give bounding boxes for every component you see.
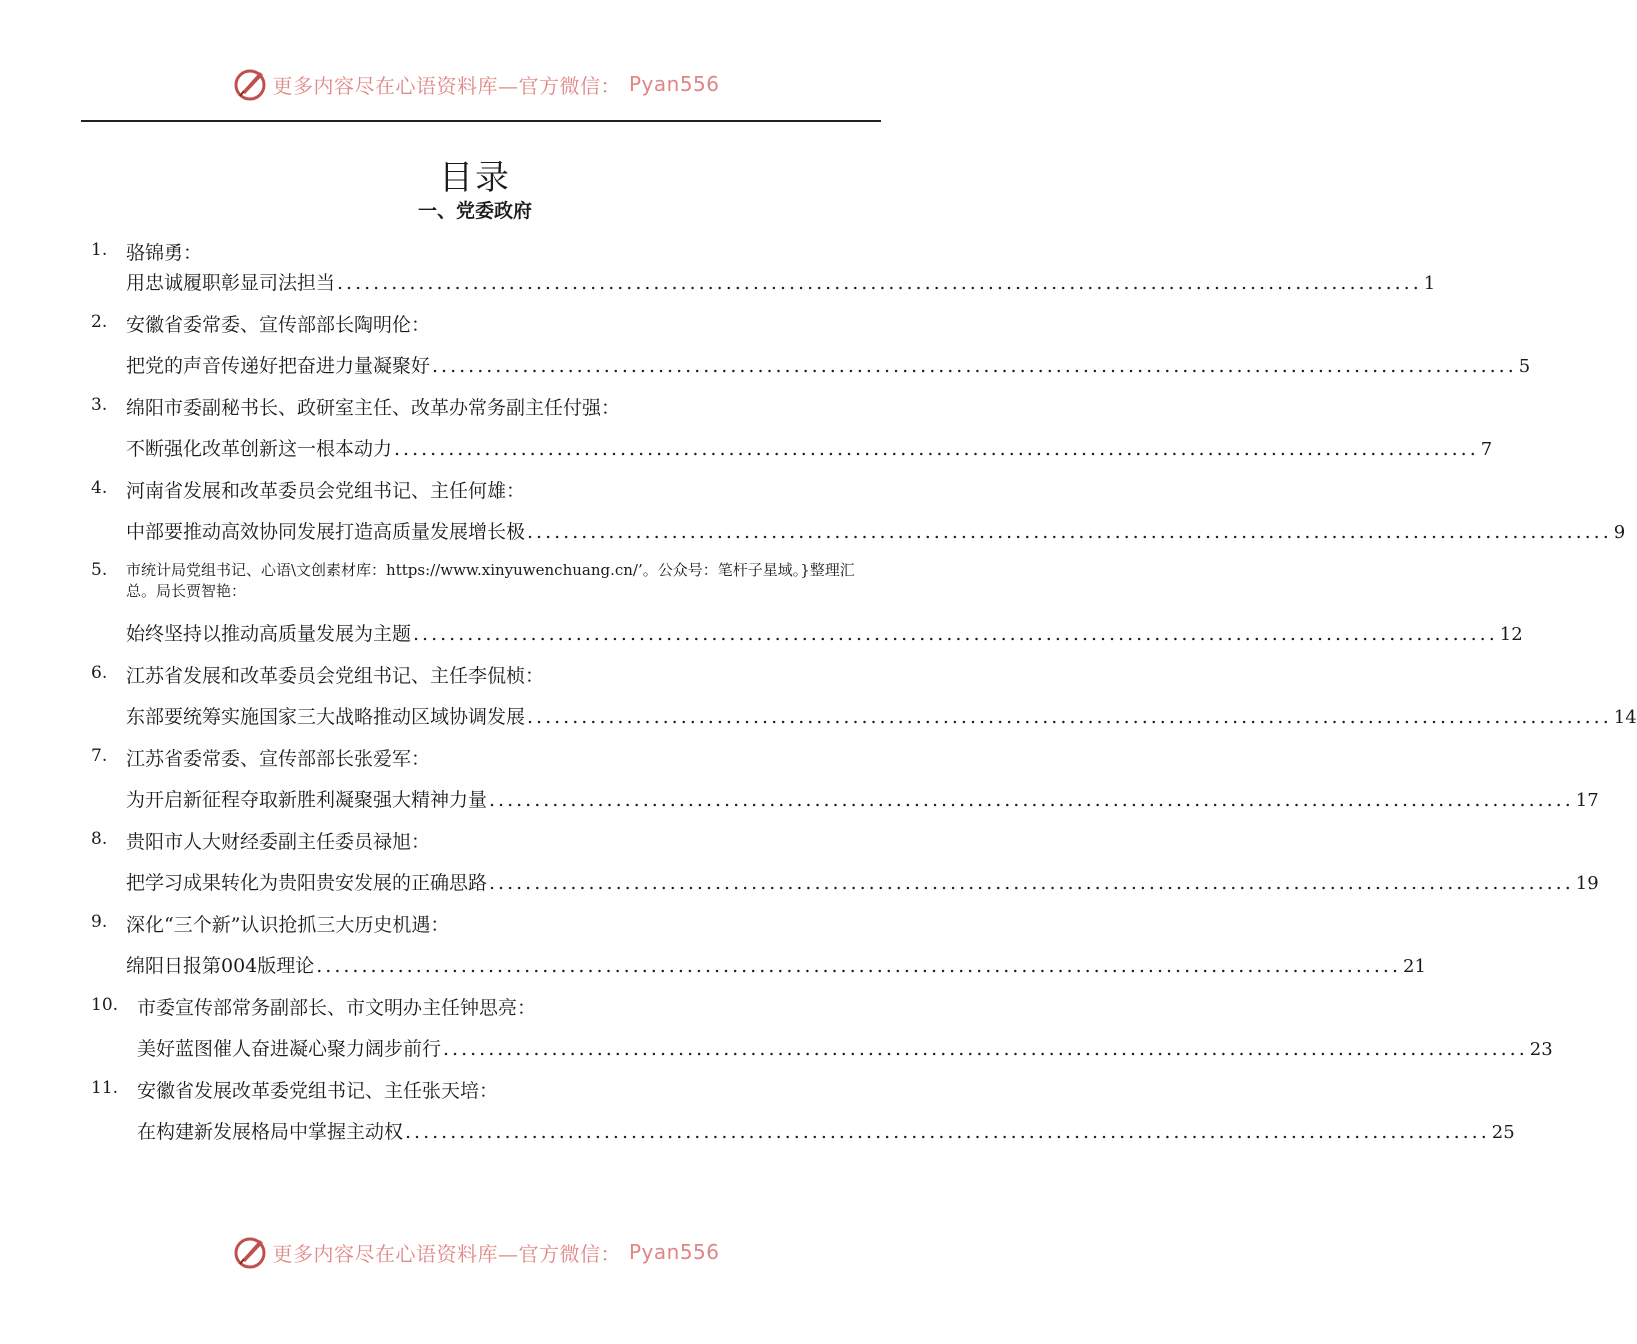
toc-page-number: 9 xyxy=(1613,522,1626,543)
toc-entry-heading: 深化“三个新”认识抢抓三大历史机遇： xyxy=(126,914,450,936)
toc-entry-heading: 安徽省委常委、宣传部部长陶明伦： xyxy=(126,314,431,336)
toc-entry-link[interactable] xyxy=(126,868,1599,895)
toc-leader-dots: ........................................................................................................................ xyxy=(527,706,1612,728)
toc-entry-heading: 江苏省委常委、宣传部部长张爱军： xyxy=(126,748,431,770)
toc-page-number: 7 xyxy=(1480,439,1493,460)
toc-entry-title: 东部要统筹实施国家三大战略推动区域协调发展 xyxy=(126,706,526,728)
toc-entry-number: 6. xyxy=(91,663,108,683)
toc-entry-heading: 市统计局党组书记、心语\文创素材库：https://www.xinyuwenchuang.cn/’。公众号：笔杆子星域。}整理汇总。局长贾智艳： xyxy=(126,561,855,600)
toc-page-number: 12 xyxy=(1499,624,1523,645)
toc-entry-title: 绵阳日报第004版理论 xyxy=(126,955,315,977)
toc-page-number: 5 xyxy=(1518,356,1531,377)
toc-entry-link[interactable] xyxy=(126,351,1531,378)
toc-page-number: 23 xyxy=(1529,1039,1553,1060)
section-heading: 一、党委政府 xyxy=(417,200,532,222)
toc-entry-number: 5. xyxy=(91,560,108,580)
toc-entry-title: 把学习成果转化为贵阳贵安发展的正确思路 xyxy=(126,872,488,894)
toc-entry-number: 1. xyxy=(91,240,108,260)
toc-page-number: 1 xyxy=(1423,273,1436,294)
toc-entry-heading: 江苏省发展和改革委员会党组书记、主任李侃桢： xyxy=(126,665,545,687)
toc-page-number: 19 xyxy=(1575,873,1599,894)
toc-leader-dots: ........................................................................................................................ xyxy=(489,789,1574,811)
toc-entry-heading: 骆锦勇： xyxy=(126,242,203,264)
toc-leader-dots: ........................................................................................................................ xyxy=(527,521,1612,543)
quill-logo-icon xyxy=(230,64,270,104)
toc-entry-number: 7. xyxy=(91,746,108,766)
toc-entry-heading: 市委宣传部常务副部长、市文明办主任钟思亮： xyxy=(137,997,537,1019)
toc-leader-dots: ........................................................................................................................ xyxy=(432,355,1517,377)
watermark-text: 更多内容尽在心语资料库—官方微信： xyxy=(272,73,621,98)
toc-leader-dots: ........................................................................................................................ xyxy=(489,872,1574,894)
toc-page-number: 14 xyxy=(1613,707,1637,728)
toc-leader-dots: ........................................................................................................................ xyxy=(405,1121,1490,1143)
toc-entry-title: 在构建新发展格局中掌握主动权 xyxy=(137,1121,404,1143)
toc-leader-dots: ........................................................................................................................ xyxy=(443,1038,1528,1060)
toc-entry-number: 9. xyxy=(91,912,108,932)
quill-logo-icon xyxy=(230,1232,270,1272)
toc-entry-number: 3. xyxy=(91,395,108,415)
toc-entry-title: 不断强化改革创新这一根本动力 xyxy=(126,438,393,460)
toc-entry-number: 11. xyxy=(91,1078,119,1098)
toc-entry-number: 10. xyxy=(91,995,119,1015)
toc-entry-number: 8. xyxy=(91,829,108,849)
toc-entry-heading: 河南省发展和改革委员会党组书记、主任何雄： xyxy=(126,480,526,502)
toc-page-number: 25 xyxy=(1491,1122,1515,1143)
toc-entry-link[interactable] xyxy=(137,1034,1553,1061)
toc-entry-link[interactable] xyxy=(137,1117,1515,1144)
toc-entry-link[interactable] xyxy=(126,951,1426,978)
toc-leader-dots: ........................................................................................................................ xyxy=(316,955,1402,977)
toc-entry-link[interactable] xyxy=(126,268,1436,295)
toc-page-number: 17 xyxy=(1575,790,1599,811)
toc-page-number: 21 xyxy=(1403,956,1426,977)
toc-entry-title: 美好蓝图催人奋进凝心聚力阔步前行 xyxy=(137,1038,442,1060)
header-rule xyxy=(81,120,881,122)
toc-entry-link[interactable] xyxy=(126,517,1626,544)
toc-entry-heading: 安徽省发展改革委党组书记、主任张天培： xyxy=(137,1080,499,1102)
watermark-text: 更多内容尽在心语资料库—官方微信： xyxy=(272,1241,621,1266)
toc-entry-link[interactable] xyxy=(126,785,1599,812)
toc-entry-heading: 绵阳市委副秘书长、政研室主任、改革办常务副主任付强： xyxy=(126,397,621,419)
toc-entry-link[interactable] xyxy=(126,619,1523,646)
toc-entry-number: 4. xyxy=(91,478,108,498)
toc-entry-link[interactable] xyxy=(126,702,1637,729)
toc-leader-dots: ........................................................................................................................ xyxy=(394,438,1479,460)
toc-entry-title: 中部要推动高效协同发展打造高质量发展增长极 xyxy=(126,521,526,543)
watermark-wechat: Pyan556 xyxy=(628,72,720,96)
toc-entry-number: 2. xyxy=(91,312,108,332)
toc-entry-title: 为开启新征程夺取新胜利凝聚强大精神力量 xyxy=(126,789,488,811)
toc-entry-link[interactable] xyxy=(126,434,1493,461)
toc-entry-heading: 贵阳市人大财经委副主任委员禄旭： xyxy=(126,831,431,853)
toc-leader-dots: ........................................................................................................................ xyxy=(413,623,1498,645)
page-title: 目录 xyxy=(439,158,511,198)
toc-entry-title: 把党的声音传递好把奋进力量凝聚好 xyxy=(126,355,431,377)
header-watermark xyxy=(0,62,950,106)
toc-entry-title: 用忠诚履职彰显司法担当 xyxy=(126,272,336,294)
footer-watermark xyxy=(0,1230,950,1274)
toc-leader-dots: ........................................................................................................................ xyxy=(337,272,1422,294)
watermark-wechat: Pyan556 xyxy=(628,1240,720,1264)
toc-entry-title: 始终坚持以推动高质量发展为主题 xyxy=(126,623,412,645)
